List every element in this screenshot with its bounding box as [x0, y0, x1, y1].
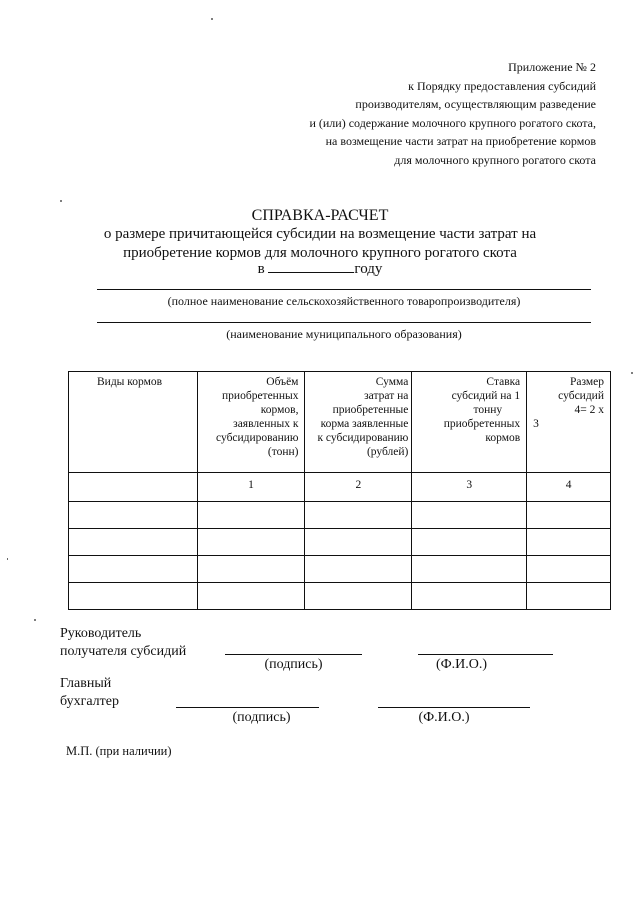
appendix-block: [309, 58, 596, 169]
head-label: [60, 625, 186, 661]
table-cell[interactable]: [69, 556, 198, 583]
header-text: Ставка: [486, 376, 521, 388]
appendix-line: и (или) содержание молочного крупного рогатого скота,: [309, 115, 596, 130]
municipality-caption: (наименование муниципального образования): [226, 327, 462, 341]
header-text: субсидий: [558, 390, 604, 402]
table-cell[interactable]: [527, 556, 611, 583]
scan-speck: [34, 619, 36, 621]
table-row: [69, 583, 611, 610]
header-text: (рублей): [366, 446, 409, 458]
header-text: Виды кормов: [97, 376, 163, 388]
appendix-line: для молочного крупного рогатого скота: [394, 152, 596, 167]
header-text: затрат на: [364, 390, 409, 402]
document-subtitle: [80, 225, 560, 263]
header-subsidy-size: [527, 372, 611, 473]
accountant-label: [60, 675, 119, 711]
subtitle-line-2: приобретение кормов для молочного крупного рогатого скота: [123, 245, 517, 261]
producer-name-line[interactable]: [97, 289, 591, 290]
subtitle-line-1: о размере причитающейся субсидии на возмещение части затрат на: [103, 226, 537, 242]
head-signature-caption: (подпись): [264, 657, 323, 672]
number-cell: 1: [197, 473, 305, 502]
table-cell[interactable]: [527, 583, 611, 610]
table-cell[interactable]: [305, 502, 412, 529]
head-name-caption: (Ф.И.О.): [435, 657, 488, 672]
header-text: приобретенные: [332, 404, 409, 416]
document-title: СПРАВКА-РАСЧЕТ: [251, 207, 389, 224]
header-text: субсидированию: [216, 432, 299, 444]
table-cell[interactable]: [69, 583, 198, 610]
header-text: приобретенных: [443, 418, 521, 430]
table-cell[interactable]: [412, 529, 527, 556]
appendix-line: производителям, осуществляющим разведение: [355, 97, 596, 111]
head-signature-line[interactable]: [225, 654, 362, 655]
accountant-label-line-2: бухгалтер: [60, 694, 119, 709]
accountant-signature-caption: (подпись): [232, 710, 291, 725]
header-text: Сумма: [375, 376, 409, 388]
header-volume: [197, 372, 305, 473]
table-cell[interactable]: [69, 529, 198, 556]
scan-speck: [211, 18, 213, 20]
year-suffix: году: [354, 261, 383, 277]
accountant-name-caption: (Ф.И.О.): [418, 710, 470, 725]
header-text: к субсидированию: [317, 432, 409, 444]
table-row: [69, 502, 611, 529]
municipality-line[interactable]: [97, 322, 591, 323]
header-rate: [412, 372, 527, 473]
scan-speck: [7, 558, 8, 560]
scan-speck: [631, 372, 633, 374]
table-cell[interactable]: [197, 556, 305, 583]
accountant-name-line[interactable]: [378, 707, 530, 708]
number-cell: [69, 473, 198, 502]
table-row: [69, 556, 611, 583]
header-text: тонну: [473, 404, 503, 416]
header-text: приобретенных: [222, 390, 299, 402]
table-number-row: [69, 473, 611, 502]
header-text: Объём: [266, 376, 299, 388]
stamp-place: М.П. (при наличии): [66, 744, 172, 758]
table-cell[interactable]: [412, 583, 527, 610]
header-text: (тонн): [267, 446, 299, 458]
header-feed-types: [69, 372, 198, 473]
appendix-line: к Порядку предоставления субсидий: [408, 78, 596, 93]
header-text: 3: [533, 418, 539, 430]
accountant-signature-line[interactable]: [176, 707, 319, 708]
table-cell[interactable]: [305, 556, 412, 583]
table-cell[interactable]: [305, 529, 412, 556]
header-text: кормов: [485, 432, 521, 444]
header-text: субсидий на 1: [451, 390, 521, 402]
head-label-line-2: получателя субсидий: [60, 644, 187, 659]
appendix-line: на возмещение части затрат на приобретение кормов: [325, 134, 596, 148]
header-text: 4= 2 х: [574, 404, 604, 416]
table-row: [69, 529, 611, 556]
header-costs: [305, 372, 412, 473]
number-cell: 3: [412, 473, 527, 502]
header-text: Размер: [569, 376, 604, 388]
year-blank[interactable]: [268, 260, 354, 273]
head-label-line-1: Руководитель: [60, 626, 142, 641]
table-cell[interactable]: [197, 583, 305, 610]
table-header-row: [69, 372, 611, 473]
year-line: [0, 260, 640, 278]
table-cell[interactable]: [412, 502, 527, 529]
producer-caption: (полное наименование сельскохозяйственного товаропроизводителя): [167, 294, 521, 308]
number-cell: 4: [527, 473, 611, 502]
table-cell[interactable]: [69, 502, 198, 529]
header-text: кормов,: [260, 404, 299, 416]
number-cell: 2: [305, 473, 412, 502]
table-cell[interactable]: [305, 583, 412, 610]
year-prefix: в: [257, 261, 265, 277]
table-cell[interactable]: [197, 502, 305, 529]
table-cell[interactable]: [197, 529, 305, 556]
accountant-label-line-1: Главный: [60, 676, 112, 691]
header-text: корма заявленные: [320, 418, 409, 430]
calculation-table: [68, 371, 611, 610]
table-cell[interactable]: [412, 556, 527, 583]
header-text: заявленных к: [233, 418, 299, 430]
table-cell[interactable]: [527, 502, 611, 529]
table-cell[interactable]: [527, 529, 611, 556]
head-name-line[interactable]: [418, 654, 553, 655]
scan-speck: [60, 200, 62, 202]
appendix-line: Приложение № 2: [508, 60, 596, 74]
